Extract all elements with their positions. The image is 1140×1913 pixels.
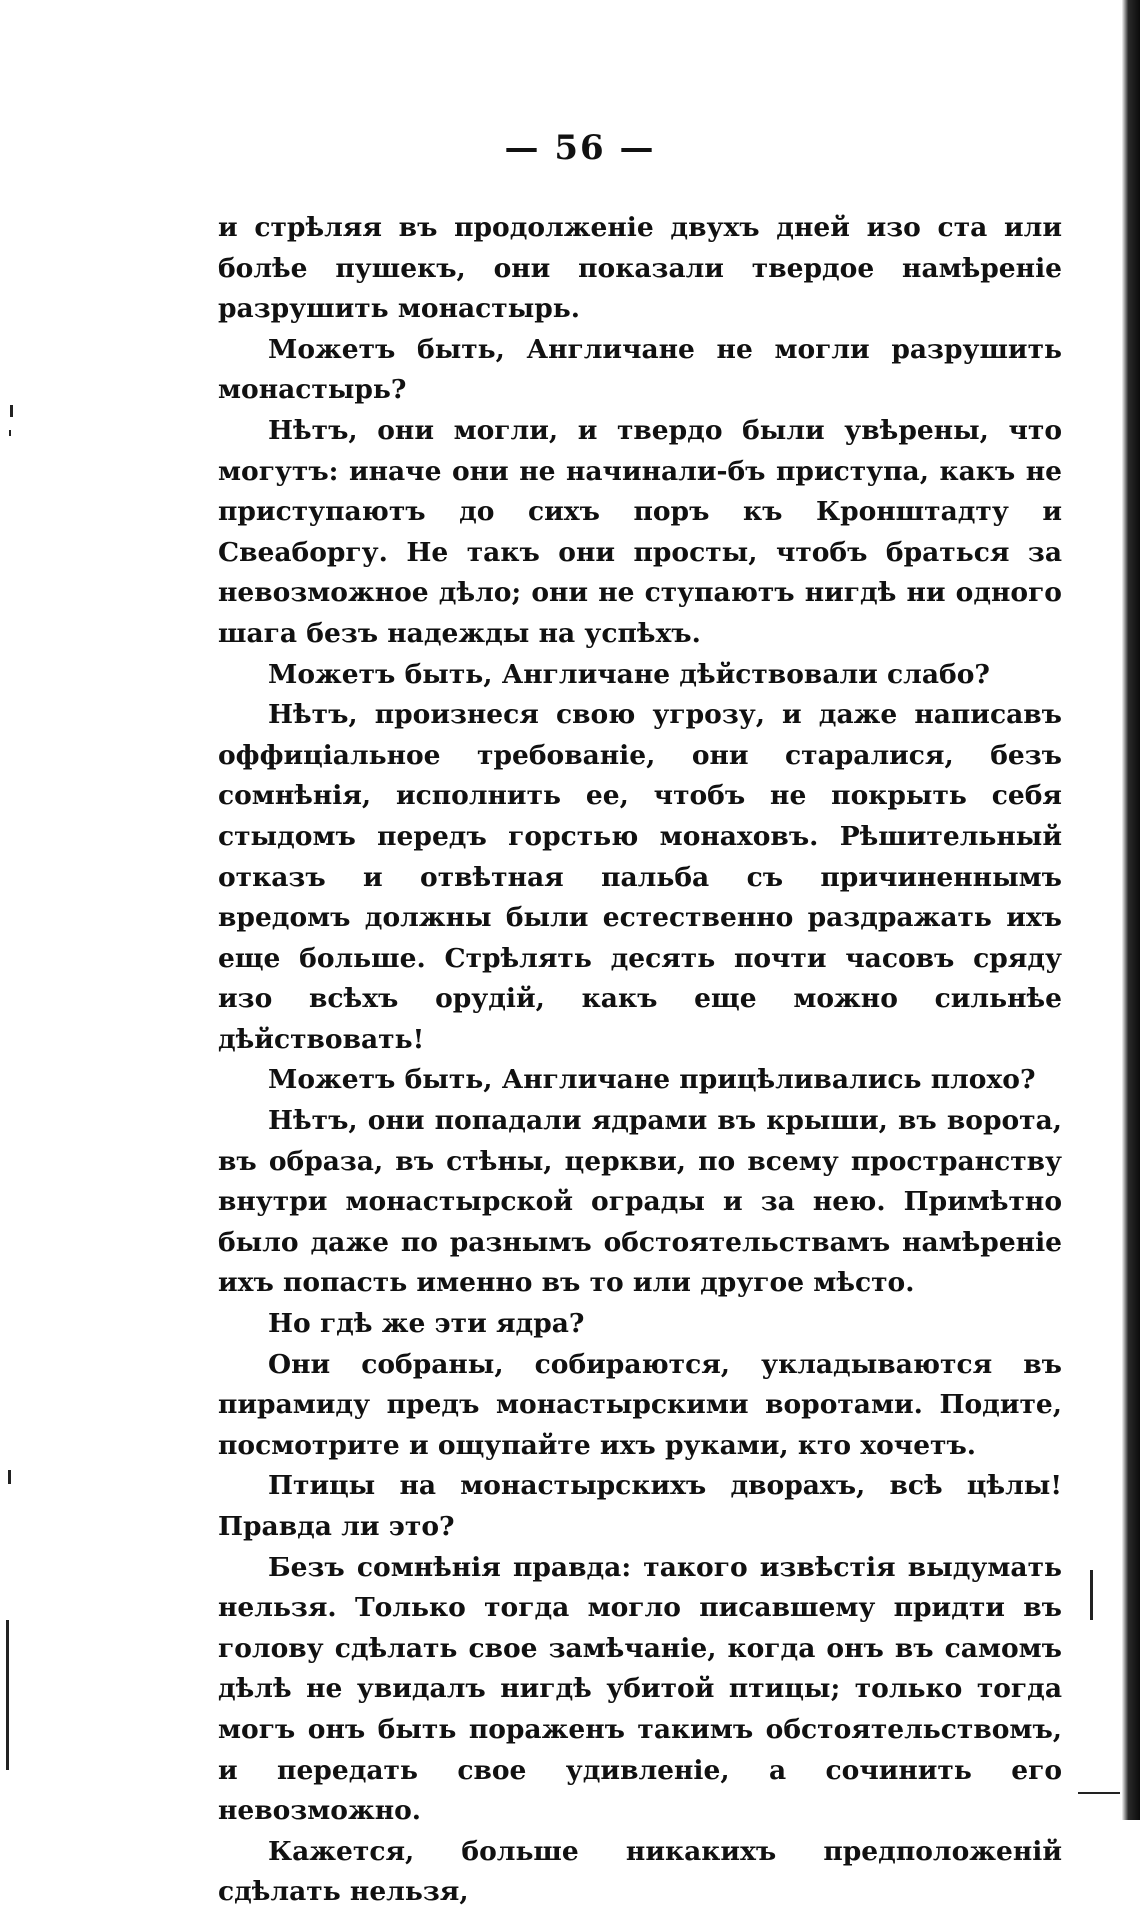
paragraph: Кажется, больше никакихъ предположеній сдѣлать нельзя, [218, 1835, 1062, 1908]
paragraph: Но гдѣ же эти ядра? [268, 1308, 585, 1340]
paragraph: Нѣтъ, они попадали ядрами въ крыши, въ ворота, въ образа, въ стѣны, церкви, по всему пространству внутри монастырской ограды и за нею. Примѣтно было даже по разнымъ обстоятельствамъ намѣреніе ихъ попасть именно въ то или другое мѣсто. [218, 1105, 1062, 1299]
paragraph: Можетъ быть, Англичане дѣйствовали слабо? [268, 658, 990, 690]
paragraph: Нѣтъ, произнеся свою угрозу, и даже написавъ оффиціальное требованіе, они старалися, безъ сомнѣнія, исполнить ее, чтобъ не покрыть себя стыдомъ передъ горстью монаховъ. Рѣшительный отказъ и отвѣтная пальба съ причиненнымъ вредомъ должны были естественно раздражать ихъ еще больше. Стрѣлять десять почти часовъ сряду изо всѣхъ орудій, какъ еще можно сильнѣе дѣйствовать! [218, 699, 1062, 1055]
paragraph: Можетъ быть, Англичане прицѣливались плохо? [268, 1064, 1036, 1096]
paragraph: и стрѣляя въ продолженіе двухъ дней изо ста или болѣе пушекъ, они показали твердое намѣреніе разрушить монастырь. [218, 212, 1062, 325]
body-text [218, 208, 1062, 1913]
paragraph: Безъ сомнѣнія правда: такого извѣстія выдумать нельзя. Только тогда могло писавшему придти въ голову сдѣлать свое замѣчаніе, когда онъ въ самомъ дѣлѣ не увидалъ нигдѣ убитой птицы; только тогда могъ онъ быть пораженъ такимъ обстоятельствомъ, и передать свое удивленіе, а сочинить его невозможно. [218, 1551, 1062, 1827]
page-binding-shadow [1122, 0, 1140, 1820]
paragraph: Можетъ быть, Англичане не могли разрушить монастырь? [218, 333, 1062, 406]
paragraph: Они собраны, собираются, укладываются въ пирамиду предъ монастырскими воротами. Подите, посмотрите и ощупайте ихъ руками, кто хочетъ. [218, 1348, 1062, 1461]
scan-speck [9, 430, 11, 436]
scan-speck [10, 405, 13, 417]
page-left-margin [0, 0, 6, 1820]
scan-speck [6, 1620, 9, 1770]
scan-speck [8, 1470, 11, 1484]
scan-speck [1090, 1570, 1093, 1620]
paragraph: Птицы на монастырскихъ дворахъ, всѣ цѣлы! Правда ли это? [218, 1470, 1062, 1542]
scan-speck [1078, 1792, 1120, 1794]
paragraph: Нѣтъ, они могли, и твердо были увѣрены, что могутъ: иначе они не начинали-бъ приступа, какъ не приступаютъ до сихъ поръ къ Кронштадту и Свеаборгу. Не такъ они просты, чтобъ браться за невозможное дѣло; они не ступаютъ нигдѣ ни одного шага безъ надежды на успѣхъ. [218, 414, 1062, 649]
page-number: — 56 — [504, 128, 656, 168]
